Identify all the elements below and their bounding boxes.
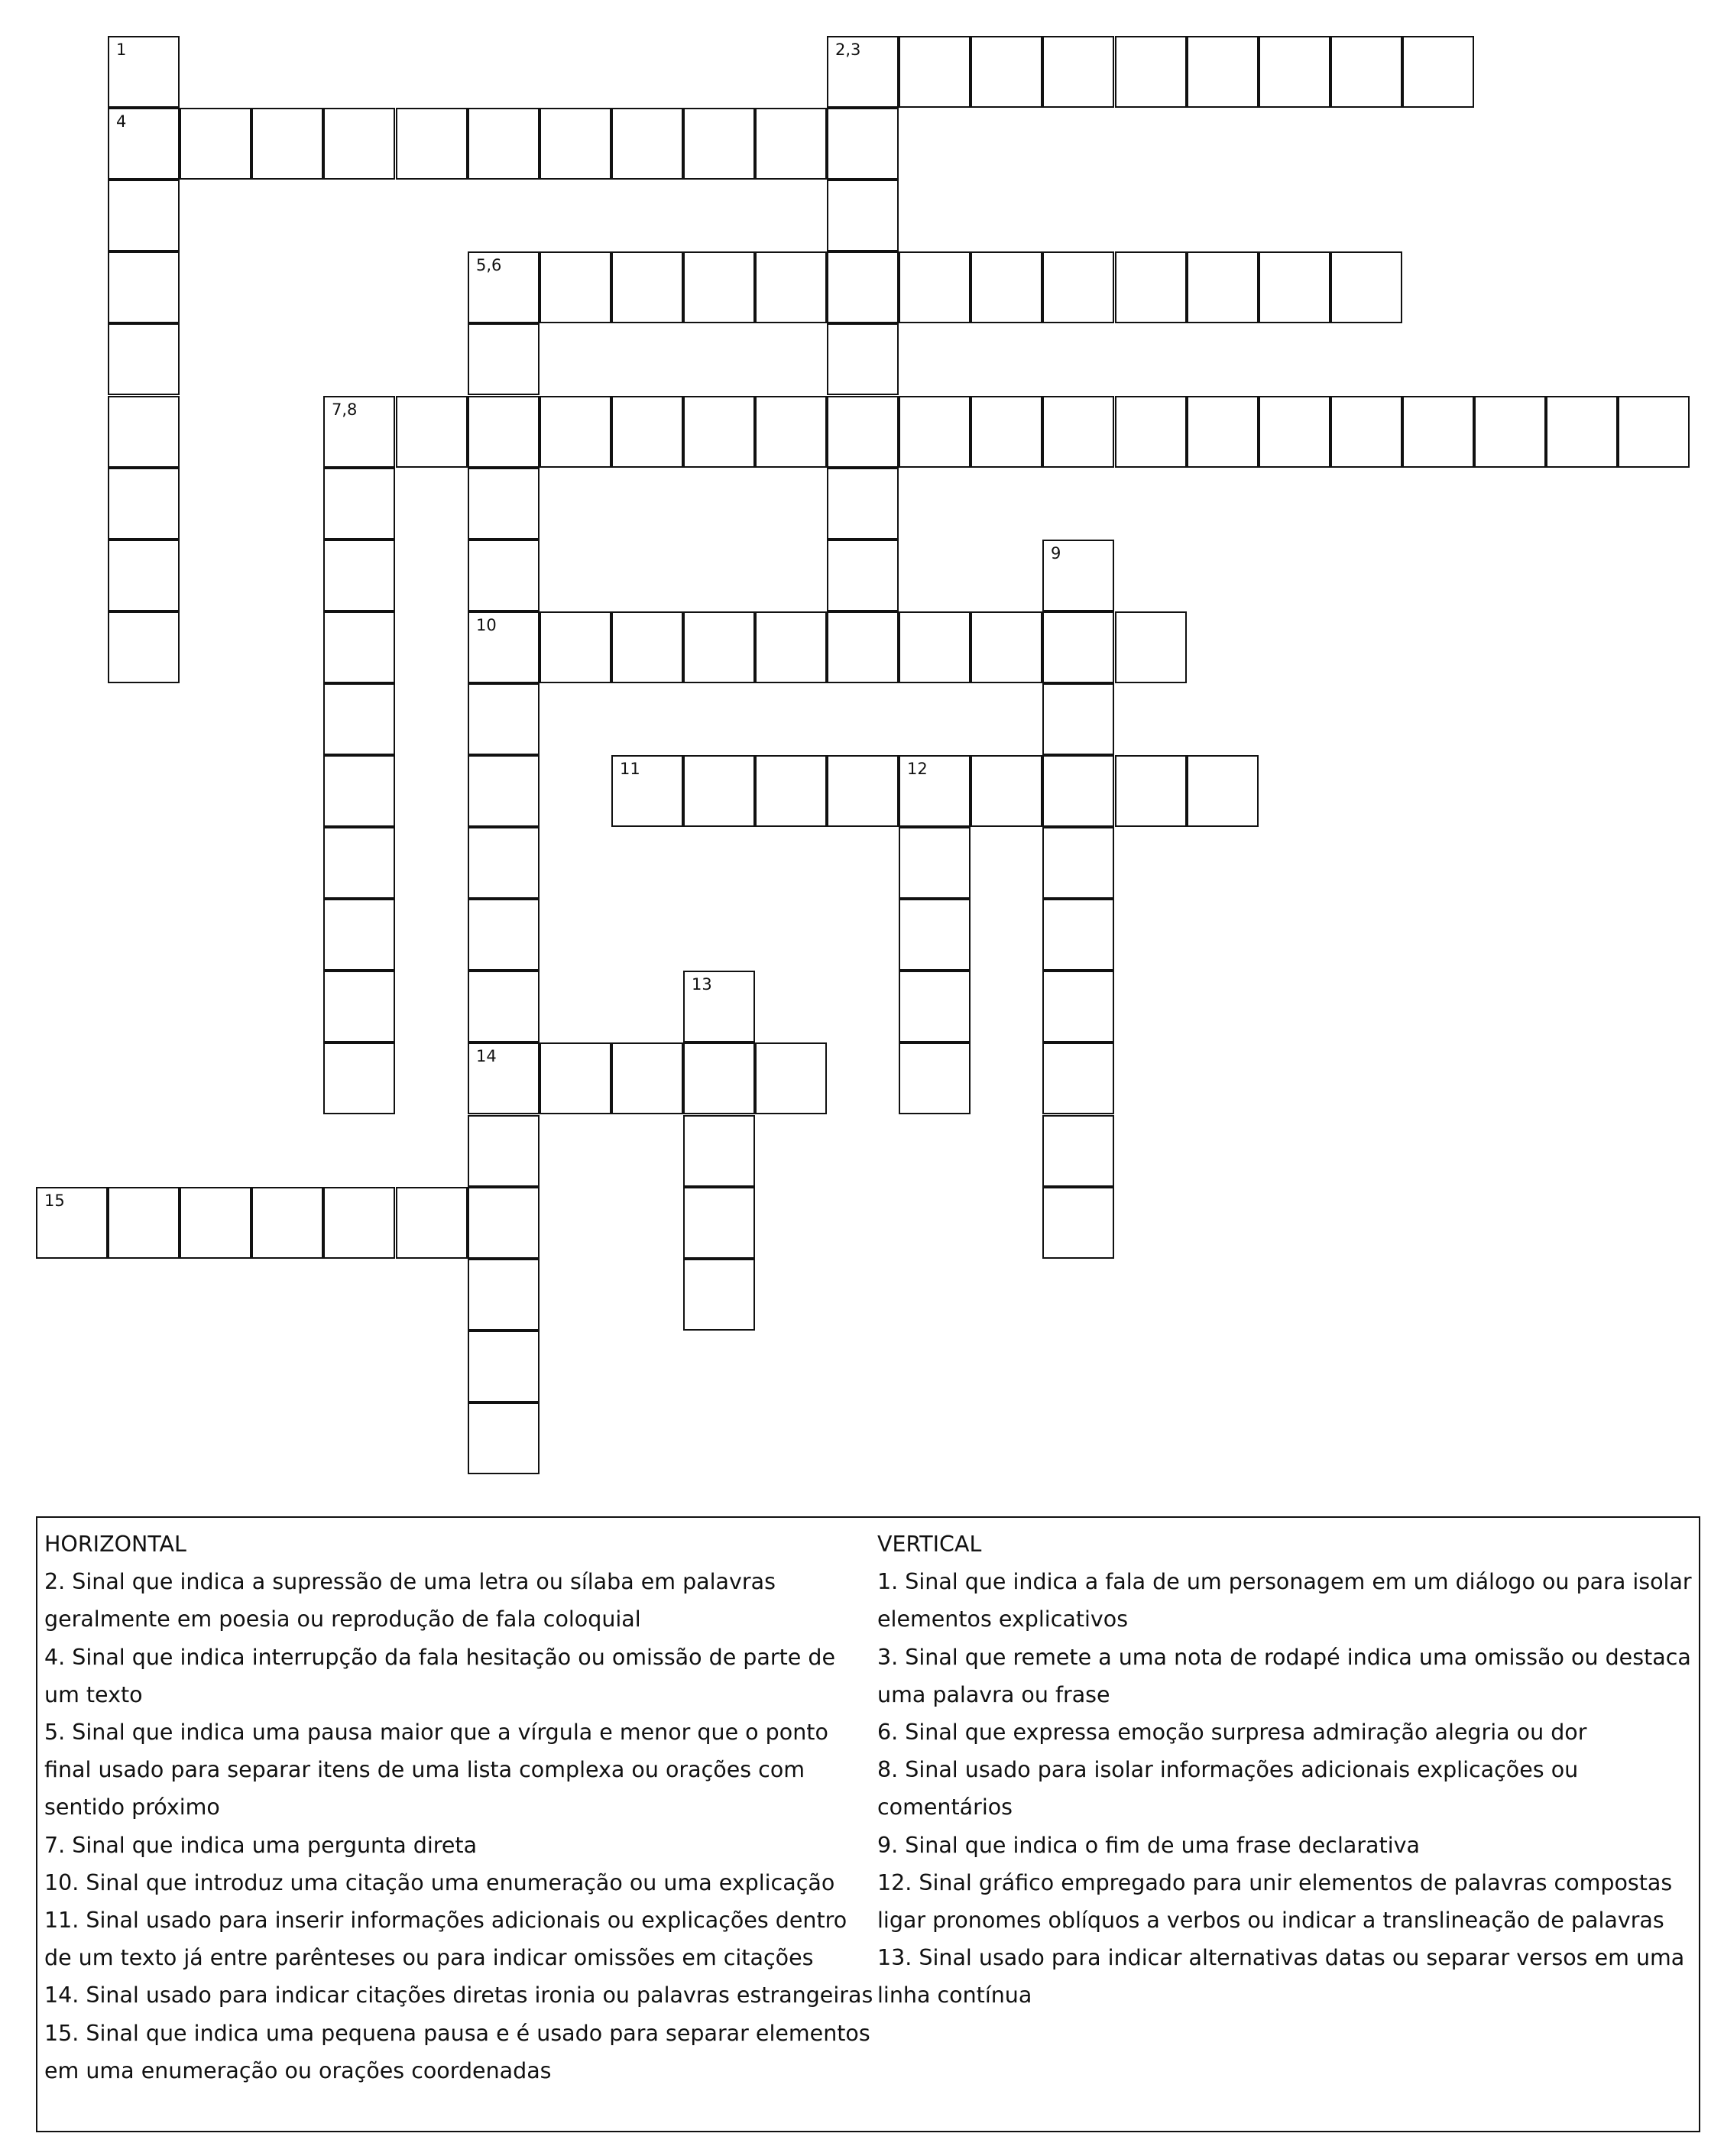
clue-number: 15 bbox=[44, 1191, 65, 1210]
grid-cell[interactable] bbox=[1474, 396, 1546, 468]
grid-cell[interactable] bbox=[827, 611, 899, 683]
grid-cell[interactable] bbox=[611, 251, 683, 323]
grid-cell[interactable] bbox=[468, 1115, 540, 1187]
grid-cell[interactable] bbox=[1187, 396, 1259, 468]
grid-cell[interactable] bbox=[1259, 396, 1330, 468]
grid-cell[interactable] bbox=[108, 251, 180, 323]
horizontal-heading: HORIZONTAL bbox=[44, 1532, 186, 1557]
grid-cell[interactable] bbox=[468, 540, 540, 611]
clue-number: 7,8 bbox=[332, 400, 358, 419]
grid-cell[interactable] bbox=[1042, 899, 1114, 971]
grid-cell[interactable] bbox=[1042, 1187, 1114, 1259]
grid-cell[interactable] bbox=[1042, 971, 1114, 1042]
clue-horizontal-14: 14. Sinal usado para indicar citações diretas ironia ou palavras estrangeiras bbox=[44, 1983, 873, 2008]
grid-cell[interactable] bbox=[683, 755, 755, 827]
clue-vertical-6: 6. Sinal que expressa emoção surpresa admiração alegria ou dor bbox=[877, 1720, 1587, 1746]
grid-cell[interactable] bbox=[468, 755, 540, 827]
grid-cell[interactable] bbox=[323, 683, 395, 755]
grid-cell[interactable] bbox=[971, 36, 1042, 108]
grid-cell[interactable] bbox=[1187, 36, 1259, 108]
clue-number: 12 bbox=[907, 760, 928, 778]
clue-horizontal-10: 10. Sinal que introduz uma citação uma enumeração ou uma explicação bbox=[44, 1869, 835, 1895]
clue-number: 14 bbox=[476, 1047, 497, 1065]
grid-cell[interactable] bbox=[683, 1187, 755, 1259]
clue-vertical-8: 8. Sinal usado para isolar informações adicionais explicações ou comentários bbox=[877, 1757, 1579, 1820]
grid-cell[interactable] bbox=[468, 1331, 540, 1402]
grid-cell[interactable] bbox=[827, 755, 899, 827]
grid-cell[interactable] bbox=[323, 899, 395, 971]
clue-vertical-12: 12. Sinal gráfico empregado para unir elementos de palavras compostas ligar pronomes oblíquos a verbos ou indicar a translineação de palavras bbox=[877, 1869, 1673, 1934]
grid-cell[interactable] bbox=[468, 899, 540, 971]
grid-cell[interactable] bbox=[827, 540, 899, 611]
clue-vertical-3: 3. Sinal que remete a uma nota de rodapé indica uma omissão ou destaca uma palavra ou frase bbox=[877, 1644, 1691, 1707]
grid-cell[interactable] bbox=[323, 396, 395, 468]
grid-cell[interactable] bbox=[468, 1259, 540, 1331]
grid-cell[interactable] bbox=[899, 396, 971, 468]
grid-cell[interactable] bbox=[468, 611, 540, 683]
clue-horizontal-15: 15. Sinal que indica uma pequena pausa e é usado para separar elementos em uma enumeração ou orações coordenadas bbox=[44, 2020, 870, 2083]
grid-cell[interactable] bbox=[108, 611, 180, 683]
grid-cell[interactable] bbox=[899, 827, 971, 899]
vertical-clues bbox=[877, 1525, 1699, 2015]
grid-cell[interactable] bbox=[827, 251, 899, 323]
grid-cell[interactable] bbox=[108, 396, 180, 468]
grid-cell[interactable] bbox=[899, 755, 971, 827]
clue-number: 1 bbox=[116, 41, 127, 59]
grid-cell[interactable] bbox=[1042, 755, 1114, 827]
grid-cell[interactable] bbox=[323, 611, 395, 683]
clue-vertical-1: 1. Sinal que indica a fala de um personagem em um diálogo ou para isolar elementos explicativos bbox=[877, 1569, 1692, 1632]
grid-cell[interactable] bbox=[755, 251, 827, 323]
grid-cell[interactable] bbox=[468, 971, 540, 1042]
grid-cell[interactable] bbox=[1042, 1115, 1114, 1187]
grid-cell[interactable] bbox=[683, 396, 755, 468]
grid-cell[interactable] bbox=[180, 108, 251, 180]
grid-cell[interactable] bbox=[468, 396, 540, 468]
grid-cell[interactable] bbox=[180, 1187, 251, 1259]
grid-cell[interactable] bbox=[108, 180, 180, 251]
grid-cell[interactable] bbox=[755, 611, 827, 683]
clue-vertical-13: 13. Sinal usado para indicar alternativas datas ou separar versos em uma linha contínua bbox=[877, 1945, 1685, 2008]
grid-cell[interactable] bbox=[683, 971, 755, 1042]
grid-cell[interactable] bbox=[1042, 683, 1114, 755]
grid-cell[interactable] bbox=[468, 1042, 540, 1114]
grid-cell[interactable] bbox=[1618, 396, 1690, 468]
grid-cell[interactable] bbox=[683, 108, 755, 180]
grid-cell[interactable] bbox=[468, 108, 540, 180]
clue-number: 4 bbox=[116, 112, 127, 131]
grid-cell[interactable] bbox=[611, 755, 683, 827]
grid-cell[interactable] bbox=[827, 468, 899, 540]
grid-cell[interactable] bbox=[1330, 36, 1402, 108]
grid-cell[interactable] bbox=[755, 108, 827, 180]
grid-cell[interactable] bbox=[1187, 755, 1259, 827]
grid-cell[interactable] bbox=[971, 396, 1042, 468]
grid-cell[interactable] bbox=[1115, 396, 1187, 468]
clue-horizontal-4: 4. Sinal que indica interrupção da fala hesitação ou omissão de parte de um texto bbox=[44, 1644, 835, 1707]
grid-cell[interactable] bbox=[755, 396, 827, 468]
clue-horizontal-2: 2. Sinal que indica a supressão de uma letra ou sílaba em palavras geralmente em poesia ou reprodução de fala coloquial bbox=[44, 1569, 776, 1632]
grid-cell[interactable] bbox=[971, 251, 1042, 323]
grid-cell[interactable] bbox=[827, 323, 899, 395]
grid-cell[interactable] bbox=[468, 1187, 540, 1259]
grid-cell[interactable] bbox=[323, 468, 395, 540]
grid-cell[interactable] bbox=[468, 468, 540, 540]
grid-cell[interactable] bbox=[468, 827, 540, 899]
grid-cell[interactable] bbox=[108, 540, 180, 611]
clue-number: 13 bbox=[692, 975, 712, 994]
grid-cell[interactable] bbox=[1042, 540, 1114, 611]
grid-cell[interactable] bbox=[611, 396, 683, 468]
grid-cell[interactable] bbox=[827, 396, 899, 468]
grid-cell[interactable] bbox=[1330, 396, 1402, 468]
grid-cell[interactable] bbox=[611, 108, 683, 180]
grid-cell[interactable] bbox=[468, 683, 540, 755]
grid-cell[interactable] bbox=[611, 1042, 683, 1114]
clue-horizontal-11: 11. Sinal usado para inserir informações adicionais ou explicações dentro de um texto já entre parênteses ou para indicar omissões em citações bbox=[44, 1908, 847, 1971]
grid-cell[interactable] bbox=[323, 108, 395, 180]
clue-number: 5,6 bbox=[476, 256, 502, 274]
grid-cell[interactable] bbox=[1115, 251, 1187, 323]
clue-horizontal-7: 7. Sinal que indica uma pergunta direta bbox=[44, 1832, 478, 1858]
grid-cell[interactable] bbox=[540, 108, 611, 180]
horizontal-clues bbox=[44, 1525, 873, 2090]
grid-cell[interactable] bbox=[1115, 36, 1187, 108]
grid-cell[interactable] bbox=[1042, 611, 1114, 683]
grid-cell[interactable] bbox=[323, 1187, 395, 1259]
grid-cell[interactable] bbox=[251, 108, 323, 180]
grid-cell[interactable] bbox=[971, 611, 1042, 683]
grid-cell[interactable] bbox=[468, 323, 540, 395]
vertical-heading: VERTICAL bbox=[877, 1532, 982, 1557]
grid-cell[interactable] bbox=[1330, 251, 1402, 323]
grid-cell[interactable] bbox=[827, 36, 899, 108]
grid-cell[interactable] bbox=[971, 755, 1042, 827]
grid-cell[interactable] bbox=[468, 251, 540, 323]
grid-cell[interactable] bbox=[1042, 1042, 1114, 1114]
grid-cell[interactable] bbox=[1259, 251, 1330, 323]
grid-cell[interactable] bbox=[251, 1187, 323, 1259]
grid-cell[interactable] bbox=[540, 1042, 611, 1114]
grid-cell[interactable] bbox=[108, 36, 180, 108]
grid-cell[interactable] bbox=[108, 468, 180, 540]
grid-cell[interactable] bbox=[683, 1115, 755, 1187]
grid-cell[interactable] bbox=[396, 396, 468, 468]
grid-cell[interactable] bbox=[1259, 36, 1330, 108]
grid-cell[interactable] bbox=[323, 971, 395, 1042]
clue-number: 11 bbox=[620, 760, 640, 778]
grid-cell[interactable] bbox=[683, 1042, 755, 1114]
clue-horizontal-5: 5. Sinal que indica uma pausa maior que a vírgula e menor que o ponto final usado para separar itens de uma lista complexa ou orações com sentido próximo bbox=[44, 1720, 828, 1820]
grid-cell[interactable] bbox=[396, 108, 468, 180]
grid-cell[interactable] bbox=[1115, 611, 1187, 683]
grid-cell[interactable] bbox=[755, 1042, 827, 1114]
grid-cell[interactable] bbox=[1042, 827, 1114, 899]
grid-cell[interactable] bbox=[899, 251, 971, 323]
grid-cell[interactable] bbox=[108, 1187, 180, 1259]
clue-number: 10 bbox=[476, 616, 497, 634]
grid-cell[interactable] bbox=[540, 251, 611, 323]
grid-cell[interactable] bbox=[323, 1042, 395, 1114]
grid-cell[interactable] bbox=[108, 108, 180, 180]
grid-cell[interactable] bbox=[1402, 36, 1474, 108]
grid-cell[interactable] bbox=[827, 180, 899, 251]
grid-cell[interactable] bbox=[108, 323, 180, 395]
grid-cell[interactable] bbox=[611, 611, 683, 683]
grid-cell[interactable] bbox=[827, 108, 899, 180]
grid-cell[interactable] bbox=[683, 251, 755, 323]
grid-cell[interactable] bbox=[323, 540, 395, 611]
grid-cell[interactable] bbox=[683, 611, 755, 683]
grid-cell[interactable] bbox=[1042, 251, 1114, 323]
grid-cell[interactable] bbox=[899, 899, 971, 971]
grid-cell[interactable] bbox=[755, 755, 827, 827]
grid-cell[interactable] bbox=[1546, 396, 1618, 468]
grid-cell[interactable] bbox=[468, 1402, 540, 1474]
grid-cell[interactable] bbox=[323, 755, 395, 827]
clue-vertical-9: 9. Sinal que indica o fim de uma frase declarativa bbox=[877, 1832, 1420, 1858]
grid-cell[interactable] bbox=[899, 1042, 971, 1114]
grid-cell[interactable] bbox=[1042, 396, 1114, 468]
grid-cell[interactable] bbox=[899, 36, 971, 108]
grid-cell[interactable] bbox=[683, 1259, 755, 1331]
grid-cell[interactable] bbox=[1187, 251, 1259, 323]
grid-cell[interactable] bbox=[540, 396, 611, 468]
clue-number: 9 bbox=[1051, 544, 1061, 563]
grid-cell[interactable] bbox=[396, 1187, 468, 1259]
grid-cell[interactable] bbox=[899, 611, 971, 683]
grid-cell[interactable] bbox=[1042, 36, 1114, 108]
grid-cell[interactable] bbox=[899, 971, 971, 1042]
grid-cell[interactable] bbox=[323, 827, 395, 899]
clue-number: 2,3 bbox=[835, 41, 861, 59]
grid-cell[interactable] bbox=[540, 611, 611, 683]
grid-cell[interactable] bbox=[1115, 755, 1187, 827]
grid-cell[interactable] bbox=[36, 1187, 108, 1259]
grid-cell[interactable] bbox=[1402, 396, 1474, 468]
clues-box bbox=[36, 1516, 1700, 2132]
